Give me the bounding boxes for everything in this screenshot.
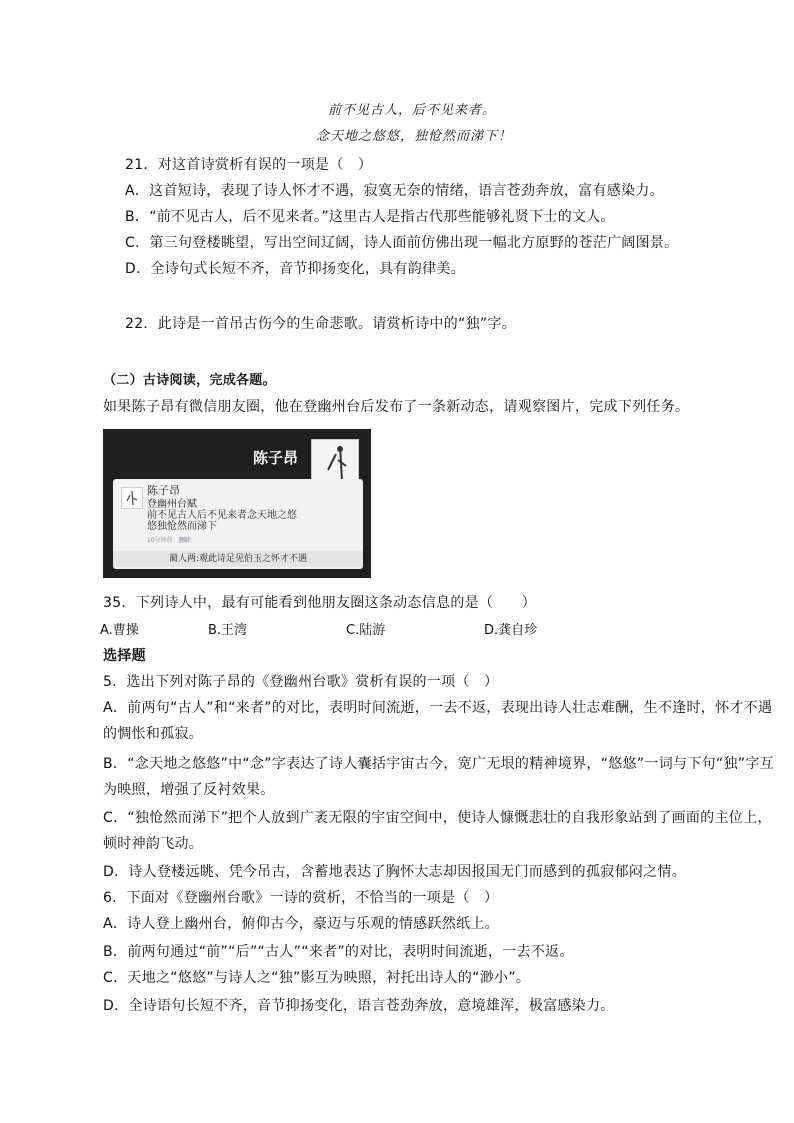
q5-option-b-line-2: 为映照，增强了反衬效果。 <box>103 782 275 798</box>
post-author: 陈子昂 <box>147 484 180 497</box>
section-2-intro: 如果陈子昂有微信朋友圈，他在登幽州台后发布了一条新动态，请观察图片，完成下列任务。 <box>103 399 690 415</box>
q5-option-b-line-1: B．“念天地之悠悠”中“念”字表达了诗人囊括宇宙古今，宽广无垠的精神境界，“悠悠”一词与下句“独”字互 <box>103 756 774 772</box>
post-text-line-3: 悠独怆然而涕下 <box>147 521 217 532</box>
moment-post-card <box>113 479 363 569</box>
poem-line-3: 前不见古人，后不见来者。 <box>328 103 497 118</box>
delete-link[interactable]: 删除 <box>179 537 192 544</box>
post-time: 10分钟前 <box>147 537 173 544</box>
q22-stem: 22．此诗是一首吊古伤今的生命悲歌。请赏析诗中的“独”字。 <box>125 316 517 332</box>
poem-line-4: 念天地之悠悠，独怆然而涕下！ <box>316 129 513 144</box>
q6-option-d: D．全诗语句长短不齐，音节抑扬变化，语言苍劲奔放，意境雄浑，极富感染力。 <box>103 998 615 1014</box>
avatar-figure-icon <box>122 488 142 508</box>
q21-option-a: A．这首短诗，表现了诗人怀才不遇，寂寞无奈的情绪，语言苍劲奔放，富有感染力。 <box>125 183 664 199</box>
q5-option-d: D．诗人登楼远眺、凭今吊古，含蓄地表达了胸怀大志却因报国无门而感到的孤寂郁闷之情。 <box>103 864 687 880</box>
q35-option-b: B.王湾 <box>208 623 248 638</box>
q6-option-c: C．天地之“悠悠”与诗人之“独”影互为映照，衬托出诗人的“渺小”。 <box>103 970 531 986</box>
q6-option-b: B．前两句通过“前”“后”“古人”“来者”的对比，表明时间流逝，一去不返。 <box>103 944 574 960</box>
q21-option-b: B．“前不见古人，后不见来者。”这里古人是指古代那些能够礼贤下士的文人。 <box>125 209 615 225</box>
post-comment: 蔺人两:观此诗足见伯玉之怀才不遇 <box>113 551 363 567</box>
section-2-heading: （二）古诗阅读，完成各题。 <box>103 373 276 388</box>
q5-option-c-line-2: 顿时神韵飞动。 <box>103 836 204 852</box>
q35-option-a: A.曹操 <box>100 623 139 638</box>
choice-heading: 选择题 <box>103 648 146 664</box>
profile-name: 陈子昂 <box>253 449 299 467</box>
avatar <box>121 487 143 509</box>
q21-stem: 21．对这首诗赏析有误的一项是（ ） <box>125 157 373 173</box>
q5-option-a-line-1: A．前两句“古人”和“来者”的对比，表明时间流逝，一去不返，表现出诗人壮志难酬，生不逢时，怀才不遇 <box>103 700 773 716</box>
q35-stem: 35．下列诗人中，最有可能看到他朋友圈这条动态信息的是（ ） <box>103 595 537 611</box>
wechat-moment-screenshot <box>103 429 371 578</box>
q6-option-a: A．诗人登上幽州台，俯仰古今，豪迈与乐观的情感跃然纸上。 <box>103 916 499 932</box>
q5-option-c-line-1: C．“独怆然而涕下”把个人放到广袤无限的宇宙空间中，使诗人慷慨悲壮的自我形象站到了画面的主位上， <box>103 810 772 826</box>
q35-option-d: D.龚自珍 <box>484 623 538 638</box>
q21-option-d: D．全诗句式长短不齐，音节抑扬变化，具有韵律美。 <box>125 261 465 277</box>
q5-stem: 5．选出下列对陈子昂的《登幽州台歌》赏析有误的一项（ ） <box>103 674 499 690</box>
q35-option-c: C.陆游 <box>346 623 386 638</box>
q6-stem: 6．下面对《登幽州台歌》一诗的赏析，不恰当的一项是（ ） <box>103 890 499 906</box>
q5-option-a-line-2: 的惆怅和孤寂。 <box>103 726 204 742</box>
q35-options <box>100 619 620 639</box>
post-text-line-2: 前不见古人后不见来者念天地之悠 <box>147 510 297 521</box>
q21-option-c: C．第三句登楼眺望，写出空间辽阔，诗人面前仿佛出现一幅北方原野的苍茫广阔图景。 <box>125 235 679 251</box>
post-text-line-1: 登幽州台赋 <box>147 499 197 510</box>
